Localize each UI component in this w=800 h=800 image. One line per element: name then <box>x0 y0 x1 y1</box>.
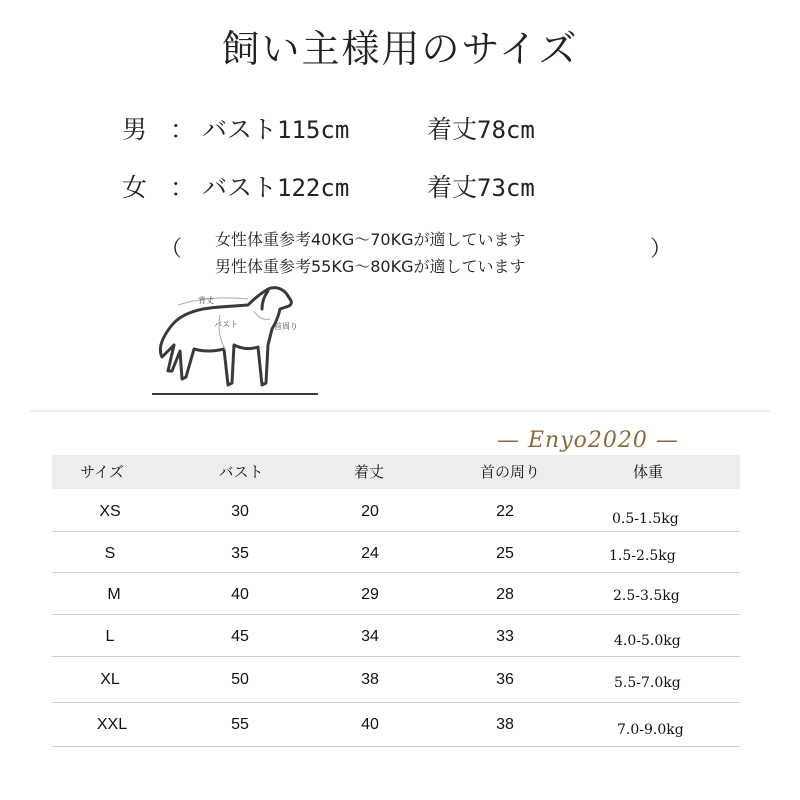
brand-logo: — Enyo2020 — <box>497 428 679 453</box>
dog-outline-icon <box>160 288 291 385</box>
table-cell-neck: 38 <box>496 716 514 733</box>
table-cell-weight: 5.5-7.0kg <box>614 675 681 691</box>
owner-gender-label: 女 <box>122 173 148 202</box>
table-row-divider <box>52 702 740 703</box>
table-cell-size: XS <box>99 503 121 520</box>
diagram-label-neck: 首周り <box>274 322 298 331</box>
table-cell-weight: 0.5-1.5kg <box>612 511 679 527</box>
table-cell-bust: 30 <box>231 503 249 520</box>
table-cell-length: 20 <box>361 503 379 520</box>
owner-length: 着丈73cm <box>427 173 535 202</box>
table-cell-bust: 35 <box>231 545 249 562</box>
page-title: 飼い主様用のサイズ <box>221 27 579 71</box>
table-row-divider <box>52 572 740 573</box>
table-header-length: 着丈 <box>353 463 384 481</box>
owner-colon: ： <box>170 173 196 202</box>
table-header-size: サイズ <box>80 463 124 481</box>
table-cell-neck: 36 <box>496 671 514 688</box>
table-cell-size: M <box>107 586 121 603</box>
table-cell-weight: 2.5-3.5kg <box>613 588 680 604</box>
table-cell-bust: 55 <box>231 716 249 733</box>
table-cell-weight: 7.0-9.0kg <box>617 722 684 738</box>
table-cell-size: XXL <box>96 716 128 733</box>
owner-length: 着丈78cm <box>427 115 535 144</box>
table-header-neck: 首の周り <box>479 463 540 481</box>
owner-gender-label: 男 <box>122 115 148 144</box>
note-close-paren: ） <box>650 237 673 262</box>
table-cell-bust: 40 <box>231 586 249 603</box>
weight-note-women: 女性体重参考40KG～70KGが適しています <box>215 230 526 249</box>
table-cell-length: 34 <box>361 628 379 645</box>
dog-measurement-diagram <box>150 285 320 400</box>
table-cell-neck: 28 <box>496 586 514 603</box>
table-header-weight: 体重 <box>632 463 663 481</box>
note-open-paren: （ <box>160 237 183 262</box>
table-cell-size: L <box>105 628 115 645</box>
table-cell-bust: 45 <box>231 628 249 645</box>
owner-size-female <box>122 168 582 202</box>
table-cell-size: S <box>104 545 116 562</box>
table-cell-neck: 33 <box>496 628 514 645</box>
table-cell-weight: 4.0-5.0kg <box>614 633 681 649</box>
diagram-label-back-length: 背丈 <box>198 296 214 305</box>
weight-note-men: 男性体重参考55KG～80KGが適しています <box>215 257 526 276</box>
table-cell-neck: 22 <box>496 503 514 520</box>
table-cell-length: 40 <box>361 716 379 733</box>
table-row-divider <box>52 531 740 532</box>
table-cell-length: 29 <box>361 586 379 603</box>
table-row-divider <box>52 614 740 615</box>
owner-bust: バスト115cm <box>202 115 350 144</box>
table-cell-length: 38 <box>361 671 379 688</box>
table-row-divider <box>52 656 740 657</box>
table-cell-neck: 25 <box>496 545 514 562</box>
table-header-bust: バスト <box>218 463 264 481</box>
table-cell-size: XL <box>100 671 120 688</box>
table-cell-length: 24 <box>361 545 379 562</box>
table-row-divider <box>52 746 740 747</box>
owner-bust: バスト122cm <box>202 173 350 202</box>
owner-size-male <box>122 110 582 144</box>
table-cell-bust: 50 <box>231 671 249 688</box>
weight-note <box>215 226 526 280</box>
owner-colon: ： <box>170 115 196 144</box>
diagram-label-bust: バスト <box>214 320 238 329</box>
section-divider <box>30 410 770 412</box>
table-cell-weight: 1.5-2.5kg <box>609 548 676 564</box>
